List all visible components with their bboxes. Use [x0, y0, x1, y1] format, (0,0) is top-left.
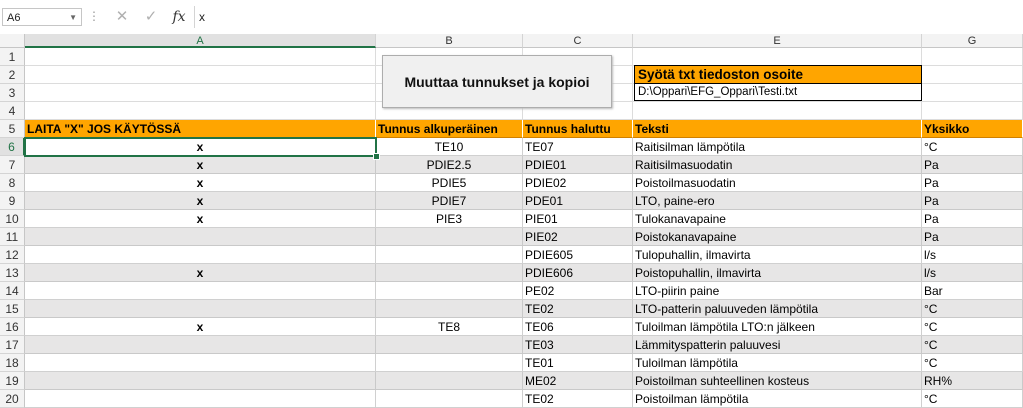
- row-header[interactable]: 8: [0, 174, 25, 192]
- select-all-corner[interactable]: [0, 34, 25, 48]
- cell-c[interactable]: TE07: [523, 138, 633, 156]
- cell-e[interactable]: Poistoilman suhteellinen kosteus: [633, 372, 922, 390]
- cell-g[interactable]: l/s: [922, 246, 1023, 264]
- cell-c[interactable]: PDIE606: [523, 264, 633, 282]
- cell-e[interactable]: LTO-patterin paluuveden lämpötila: [633, 300, 922, 318]
- cell-b[interactable]: PIE3: [376, 210, 523, 228]
- column-header-g[interactable]: G: [922, 34, 1023, 48]
- row-header[interactable]: 17: [0, 336, 25, 354]
- empty-cell[interactable]: [25, 66, 376, 84]
- cell-a[interactable]: x: [25, 174, 376, 192]
- cell-b[interactable]: [376, 228, 523, 246]
- cell-e[interactable]: Tuloilman lämpötila LTO:n jälkeen: [633, 318, 922, 336]
- cell-b[interactable]: [376, 264, 523, 282]
- column-header-c[interactable]: C: [523, 34, 633, 48]
- file-path-input[interactable]: D:\Oppari\EFG_Oppari\Testi.txt: [634, 84, 922, 101]
- table-header-cell[interactable]: Tunnus haluttu: [523, 120, 633, 138]
- column-header-e[interactable]: E: [633, 34, 922, 48]
- row-header[interactable]: 3: [0, 84, 25, 102]
- cell-e[interactable]: Raitisilmasuodatin: [633, 156, 922, 174]
- cell-c[interactable]: PDIE605: [523, 246, 633, 264]
- row-header[interactable]: 19: [0, 372, 25, 390]
- empty-cell[interactable]: [922, 66, 1023, 84]
- cell-e[interactable]: Tulokanavapaine: [633, 210, 922, 228]
- row-header[interactable]: 13: [0, 264, 25, 282]
- column-header-a[interactable]: A: [25, 34, 376, 48]
- empty-cell[interactable]: [633, 102, 922, 120]
- cell-g[interactable]: l/s: [922, 264, 1023, 282]
- cell-e[interactable]: Poistokanavapaine: [633, 228, 922, 246]
- convert-and-copy-button[interactable]: Muuttaa tunnukset ja kopioi: [382, 55, 612, 108]
- cell-c[interactable]: PIE02: [523, 228, 633, 246]
- cell-g[interactable]: RH%: [922, 372, 1023, 390]
- cell-g[interactable]: °C: [922, 354, 1023, 372]
- cell-e[interactable]: LTO, paine-ero: [633, 192, 922, 210]
- cell-g[interactable]: Pa: [922, 210, 1023, 228]
- insert-function-icon[interactable]: fx: [172, 9, 186, 25]
- cell-b[interactable]: [376, 354, 523, 372]
- cell-a[interactable]: x: [25, 156, 376, 174]
- row-header[interactable]: 20: [0, 390, 25, 408]
- row-header[interactable]: 15: [0, 300, 25, 318]
- path-panel-title: Syötä txt tiedoston osoite: [634, 65, 922, 84]
- cell-b[interactable]: PDIE5: [376, 174, 523, 192]
- row-header[interactable]: 10: [0, 210, 25, 228]
- row-header[interactable]: 7: [0, 156, 25, 174]
- cell-g[interactable]: Pa: [922, 174, 1023, 192]
- cell-g[interactable]: Pa: [922, 228, 1023, 246]
- cell-b[interactable]: TE8: [376, 318, 523, 336]
- cell-c[interactable]: PDE01: [523, 192, 633, 210]
- cell-g[interactable]: Pa: [922, 156, 1023, 174]
- cell-g[interactable]: °C: [922, 138, 1023, 156]
- formula-input[interactable]: x: [199, 10, 205, 24]
- column-header-b[interactable]: B: [376, 34, 523, 48]
- cell-e[interactable]: Lämmityspatterin paluuvesi: [633, 336, 922, 354]
- cell-e[interactable]: Poistoilman lämpötila: [633, 390, 922, 408]
- chevron-down-icon[interactable]: ▼: [69, 13, 77, 22]
- row-header[interactable]: 1: [0, 48, 25, 66]
- cell-c[interactable]: PDIE02: [523, 174, 633, 192]
- more-options-icon[interactable]: ⋮: [88, 9, 100, 23]
- empty-cell[interactable]: [25, 102, 376, 120]
- cell-e[interactable]: Poistopuhallin, ilmavirta: [633, 264, 922, 282]
- cell-g[interactable]: °C: [922, 336, 1023, 354]
- cell-g[interactable]: Bar: [922, 282, 1023, 300]
- cell-c[interactable]: PDIE01: [523, 156, 633, 174]
- empty-cell[interactable]: [922, 84, 1023, 102]
- table-header-cell[interactable]: LAITA "X" JOS KÄYTÖSSÄ: [25, 120, 376, 138]
- cell-c[interactable]: PIE01: [523, 210, 633, 228]
- cell-g[interactable]: °C: [922, 318, 1023, 336]
- row-header[interactable]: 2: [0, 66, 25, 84]
- cell-c[interactable]: TE03: [523, 336, 633, 354]
- cell-b[interactable]: [376, 300, 523, 318]
- name-box-value: A6: [7, 12, 21, 24]
- row-header[interactable]: 14: [0, 282, 25, 300]
- cell-b[interactable]: [376, 390, 523, 408]
- cell-b[interactable]: [376, 372, 523, 390]
- cell-a[interactable]: x: [25, 264, 376, 282]
- cell-c[interactable]: TE02: [523, 300, 633, 318]
- cell-g[interactable]: Pa: [922, 192, 1023, 210]
- formula-bar-divider: [194, 6, 195, 28]
- cell-b[interactable]: PDIE7: [376, 192, 523, 210]
- cell-c[interactable]: TE06: [523, 318, 633, 336]
- cell-a[interactable]: [25, 300, 376, 318]
- cell-c[interactable]: TE01: [523, 354, 633, 372]
- cell-b[interactable]: [376, 282, 523, 300]
- cell-g[interactable]: °C: [922, 300, 1023, 318]
- enter-icon[interactable]: ✓: [144, 8, 158, 25]
- empty-cell[interactable]: [25, 84, 376, 102]
- empty-cell[interactable]: [922, 102, 1023, 120]
- cell-e[interactable]: Tuloilman lämpötila: [633, 354, 922, 372]
- row-header[interactable]: 4: [0, 102, 25, 120]
- row-header[interactable]: 16: [0, 318, 25, 336]
- cell-e[interactable]: Raitisilman lämpötila: [633, 138, 922, 156]
- cell-e[interactable]: Poistoilmasuodatin: [633, 174, 922, 192]
- cell-c[interactable]: TE02: [523, 390, 633, 408]
- row-header[interactable]: 9: [0, 192, 25, 210]
- name-box[interactable]: [2, 8, 82, 26]
- table-header-cell[interactable]: Yksikko: [922, 120, 1023, 138]
- empty-cell[interactable]: [633, 48, 922, 66]
- cell-e[interactable]: Tulopuhallin, ilmavirta: [633, 246, 922, 264]
- table-header-cell[interactable]: Teksti: [633, 120, 922, 138]
- empty-cell[interactable]: [25, 48, 376, 66]
- cell-a[interactable]: [25, 390, 376, 408]
- cell-g[interactable]: °C: [922, 390, 1023, 408]
- row-header[interactable]: 12: [0, 246, 25, 264]
- cell-a[interactable]: [25, 246, 376, 264]
- row-header[interactable]: 5: [0, 120, 25, 138]
- cell-a[interactable]: x: [25, 210, 376, 228]
- cancel-icon[interactable]: ✕: [115, 8, 129, 25]
- cell-c[interactable]: PE02: [523, 282, 633, 300]
- cell-a[interactable]: x: [25, 192, 376, 210]
- row-header[interactable]: 11: [0, 228, 25, 246]
- fill-handle[interactable]: [373, 153, 380, 160]
- empty-cell[interactable]: [922, 48, 1023, 66]
- formula-bar: [0, 0, 1023, 35]
- cell-a[interactable]: x: [25, 318, 376, 336]
- cell-a[interactable]: [25, 282, 376, 300]
- row-header[interactable]: 18: [0, 354, 25, 372]
- cell-a[interactable]: x: [25, 138, 376, 156]
- cell-b[interactable]: [376, 336, 523, 354]
- cell-c[interactable]: ME02: [523, 372, 633, 390]
- table-header-cell[interactable]: Tunnus alkuperäinen: [376, 120, 523, 138]
- cell-a[interactable]: [25, 336, 376, 354]
- cell-a[interactable]: [25, 372, 376, 390]
- cell-a[interactable]: [25, 354, 376, 372]
- cell-e[interactable]: LTO-piirin paine: [633, 282, 922, 300]
- cell-b[interactable]: [376, 246, 523, 264]
- cell-b[interactable]: TE10: [376, 138, 523, 156]
- cell-a[interactable]: [25, 228, 376, 246]
- row-header[interactable]: 6: [0, 138, 25, 156]
- cell-b[interactable]: PDIE2.5: [376, 156, 523, 174]
